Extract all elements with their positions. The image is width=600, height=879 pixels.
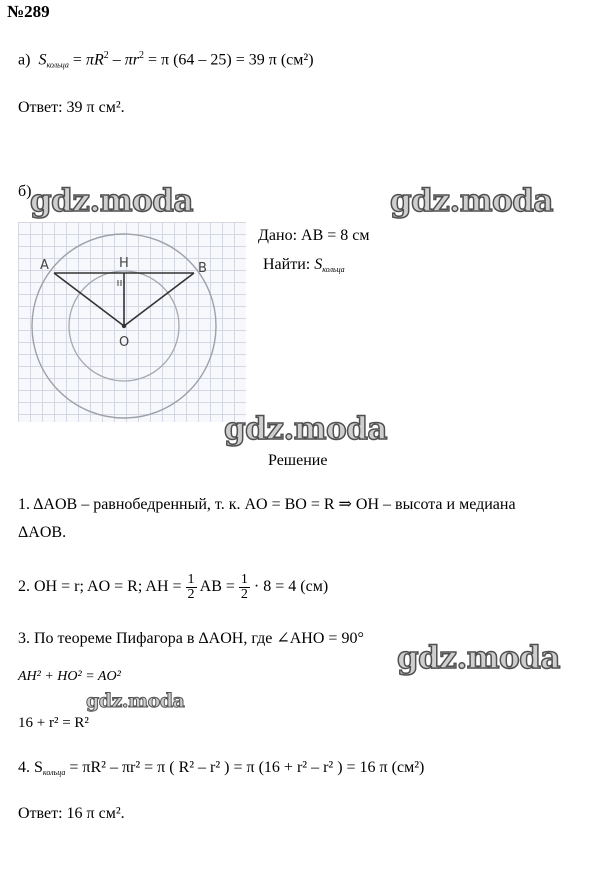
step-1-line-1: 1. ΔAOB – равнобедренный, т. к. AO = BO = R ⇒ OH – высота и медиана: [18, 496, 516, 513]
area-symbol: S: [38, 51, 47, 69]
fraction-1-numerator: 1: [187, 571, 195, 587]
minus-sign: –: [112, 51, 121, 69]
find-area-symbol: S: [314, 256, 323, 273]
step-2-start: 2. OH = r; AO = R; AH =: [18, 578, 182, 595]
fraction-half-2: [239, 573, 250, 602]
circles-drawing: [18, 222, 246, 422]
answer-b: Ответ: 16 π см².: [18, 805, 125, 822]
step-2-end: · 8 = 4 (см): [253, 578, 329, 595]
step-4-end: = πR² – πr² = π ( R² – r² ) = π (16 + r² – r² ) = 16 π (см²): [69, 759, 425, 776]
part-a-result: = π (64 – 25) = 39 π (см²): [147, 51, 314, 69]
label-B: B: [198, 261, 207, 276]
pi-R-term: πR: [85, 51, 104, 69]
equals-sign: =: [72, 51, 82, 69]
label-O: O: [119, 335, 130, 350]
fraction-1-denominator: 2: [187, 586, 195, 602]
fraction-2-denominator: 2: [240, 586, 248, 602]
solution-heading: Решение: [268, 452, 328, 469]
step-2: [18, 568, 328, 606]
segment-AO: [54, 273, 124, 326]
step-3: 3. По теореме Пифагора в ΔAOH, где ∠AHO = 90°: [18, 630, 364, 647]
substituted-equation: 16 + r² = R²: [18, 715, 89, 731]
segment-BO: [124, 273, 194, 326]
problem-number: №289: [7, 2, 50, 21]
step-2-middle: AB =: [199, 578, 235, 595]
exponent-r: 2: [138, 50, 144, 61]
watermark: gdz.moda: [397, 640, 560, 676]
geometry-figure: [18, 222, 246, 422]
point-O: [122, 324, 126, 328]
step-1-line-2: ΔAOB.: [18, 524, 67, 541]
step-4: [18, 759, 424, 777]
find-area-subscript: кольца: [322, 265, 345, 274]
part-a-label: а): [18, 51, 31, 69]
right-angle-mark: [118, 280, 121, 286]
pi-r-term: πr: [124, 51, 139, 69]
watermark: gdz.moda: [86, 690, 185, 712]
find-label: Найти:: [263, 256, 311, 273]
part-b-label: б): [18, 183, 32, 200]
part-a-formula: [18, 50, 314, 69]
label-A: A: [40, 258, 49, 273]
answer-a: Ответ: 39 π см².: [18, 99, 125, 116]
watermark: gdz.moda: [224, 411, 387, 447]
step-4-subscript: кольца: [42, 768, 66, 777]
label-H: H: [119, 256, 129, 271]
fraction-2-numerator: 1: [240, 571, 248, 587]
fraction-half-1: [186, 573, 197, 602]
given-text: Дано: AB = 8 см: [258, 227, 370, 244]
area-subscript: кольца: [46, 60, 69, 70]
pythagoras-equation: AH² + HO² = AO²: [18, 669, 121, 684]
exponent-R: 2: [103, 50, 109, 61]
step-4-start: 4. S: [18, 759, 43, 776]
find-text: [263, 256, 345, 274]
watermark: gdz.moda: [390, 183, 553, 219]
watermark: gdz.moda: [30, 183, 193, 219]
